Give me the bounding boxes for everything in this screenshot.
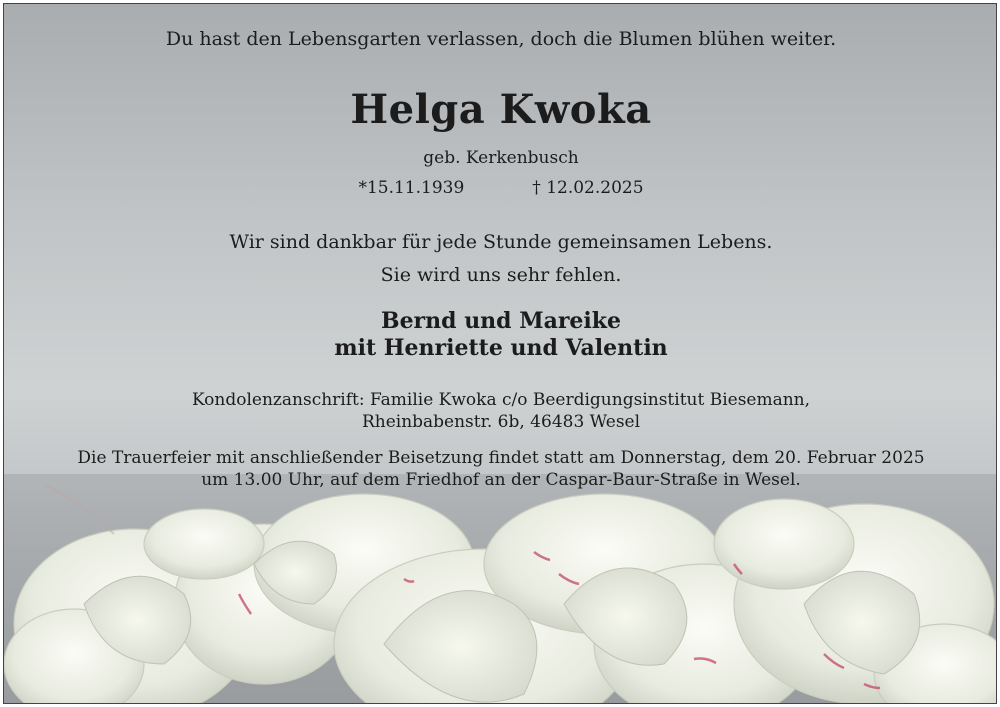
funeral-info-line-1: Die Trauerfeier mit anschließender Beisetzung findet statt am Donnerstag, dem 20. Februar 2025 [77, 448, 925, 468]
birth-date: *15.11.1939 [358, 178, 465, 198]
motto-line: Du hast den Lebensgarten verlassen, doch die Blumen blühen weiter. [165, 28, 837, 50]
condolence-address-line-1: Kondolenzanschrift: Familie Kwoka c/o Beerdigungsinstitut Biesemann, [191, 390, 811, 410]
gratitude-line-1: Wir sind dankbar für jede Stunde gemeinsamen Lebens. [229, 231, 773, 253]
maiden-name: geb. Kerkenbusch [423, 148, 579, 168]
mourners-line-1: Bernd und Mareike [380, 308, 622, 334]
deceased-name: Helga Kwoka [350, 86, 652, 133]
mourners-line-2: mit Henriette und Valentin [334, 335, 668, 361]
death-date: † 12.02.2025 [532, 178, 644, 198]
funeral-info-line-2: um 13.00 Uhr, auf dem Friedhof an der Caspar-Baur-Straße in Wesel. [201, 470, 801, 490]
gratitude-line-2: Sie wird uns sehr fehlen. [380, 264, 622, 286]
obituary-card [3, 3, 997, 704]
condolence-address-line-2: Rheinbabenstr. 6b, 46483 Wesel [361, 412, 641, 432]
life-dates [4, 178, 997, 198]
